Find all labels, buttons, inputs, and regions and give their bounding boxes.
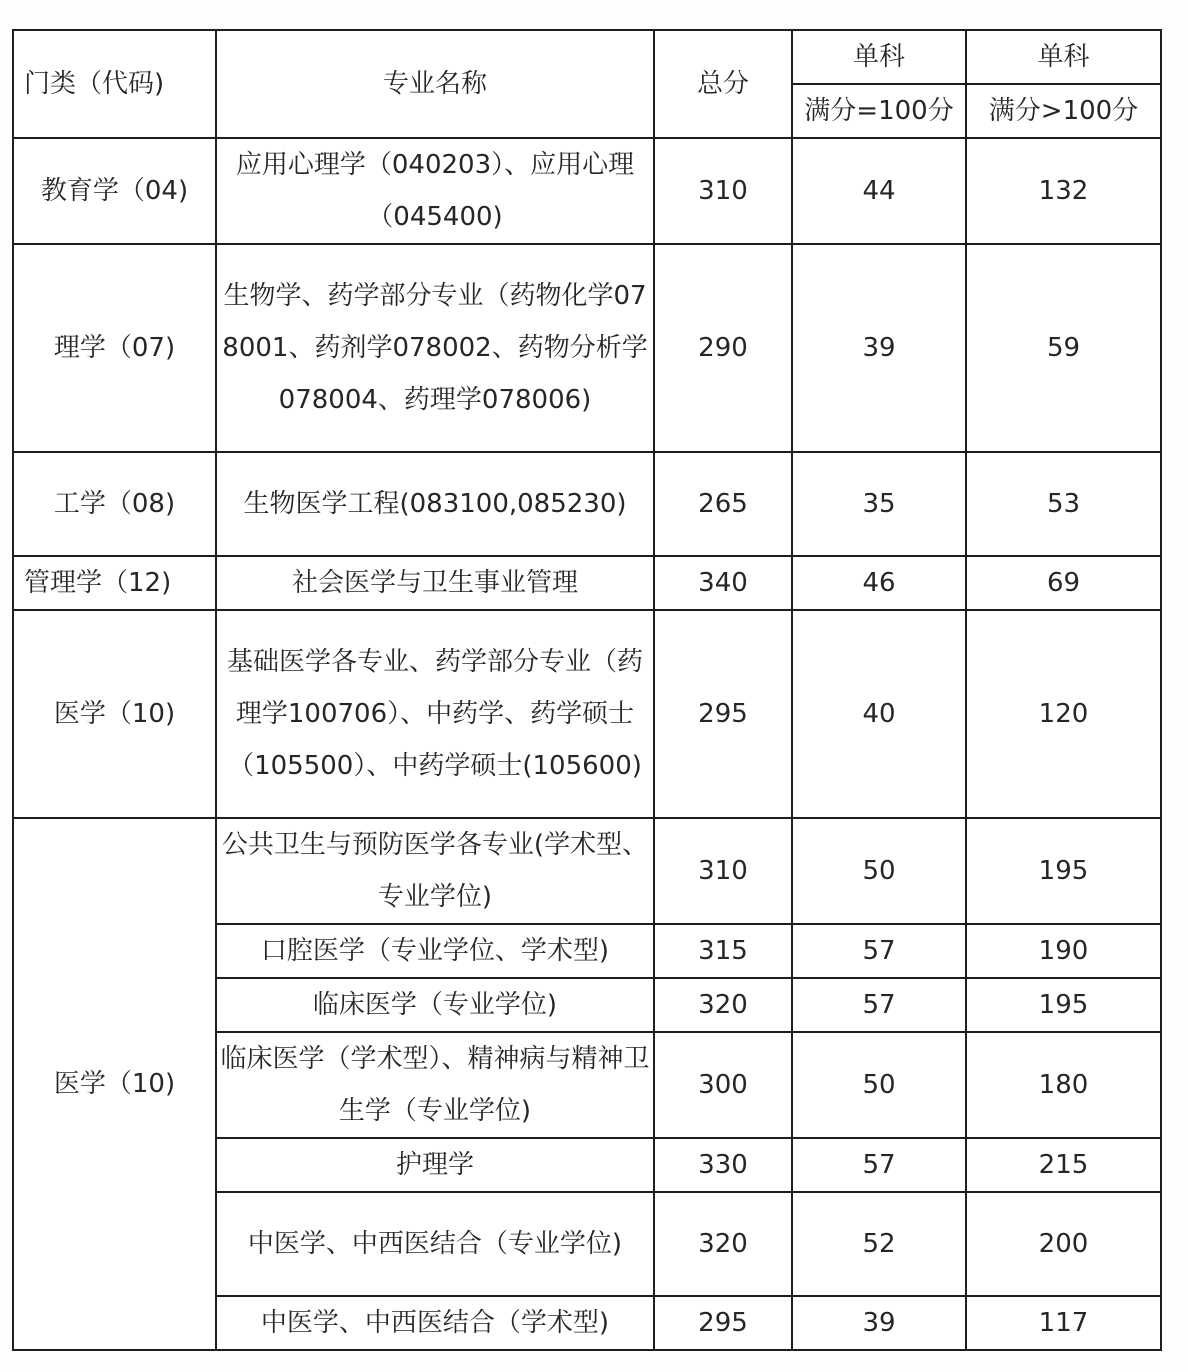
total-cell: 310 [654,138,792,244]
header-single2-top: 单科 [966,30,1161,84]
category-cell: 管理学（12) [13,556,216,610]
single-eq100-cell: 46 [792,556,966,610]
header-single2-bottom: 满分>100分 [966,84,1161,138]
major-cell: 口腔医学（专业学位、学术型) [216,924,654,978]
single-gt100-cell: 53 [966,452,1161,556]
total-cell: 320 [654,1192,792,1296]
single-gt100-cell: 195 [966,978,1161,1032]
single-gt100-cell: 190 [966,924,1161,978]
category-cell: 工学（08) [13,452,216,556]
table-row [13,818,1161,924]
header-single1-bottom: 满分=100分 [792,84,966,138]
single-eq100-cell: 57 [792,1138,966,1192]
single-gt100-cell: 200 [966,1192,1161,1296]
total-cell: 290 [654,244,792,452]
single-eq100-cell: 39 [792,244,966,452]
single-eq100-cell: 57 [792,924,966,978]
single-eq100-cell: 40 [792,610,966,818]
category-cell-medicine-group: 医学（10) [13,818,216,1350]
major-cell: 临床医学（专业学位) [216,978,654,1032]
header-row-1 [13,30,1161,84]
major-cell: 社会医学与卫生事业管理 [216,556,654,610]
table-row [13,138,1161,244]
major-cell: 基础医学各专业、药学部分专业（药理学100706）、中药学、药学硕士（105500）、中药学硕士(105600) [216,610,654,818]
single-eq100-cell: 52 [792,1192,966,1296]
category-cell: 医学（10) [13,610,216,818]
table-row [13,452,1161,556]
major-cell: 生物学、药学部分专业（药物化学078001、药剂学078002、药物分析学078004、药理学078006) [216,244,654,452]
table-row [13,244,1161,452]
single-eq100-cell: 50 [792,818,966,924]
single-gt100-cell: 180 [966,1032,1161,1138]
single-gt100-cell: 120 [966,610,1161,818]
table-row [13,556,1161,610]
total-cell: 310 [654,818,792,924]
single-eq100-cell: 50 [792,1032,966,1138]
total-cell: 295 [654,610,792,818]
total-cell: 300 [654,1032,792,1138]
category-cell: 教育学（04) [13,138,216,244]
major-cell: 中医学、中西医结合（学术型) [216,1296,654,1350]
single-eq100-cell: 35 [792,452,966,556]
single-eq100-cell: 57 [792,978,966,1032]
major-cell: 护理学 [216,1138,654,1192]
single-gt100-cell: 69 [966,556,1161,610]
single-eq100-cell: 44 [792,138,966,244]
single-eq100-cell: 39 [792,1296,966,1350]
header-single1-top: 单科 [792,30,966,84]
single-gt100-cell: 195 [966,818,1161,924]
total-cell: 320 [654,978,792,1032]
total-cell: 330 [654,1138,792,1192]
score-table [12,29,1162,1351]
total-cell: 265 [654,452,792,556]
table-row [13,610,1161,818]
header-category: 门类（代码) [13,30,216,138]
single-gt100-cell: 59 [966,244,1161,452]
header-total: 总分 [654,30,792,138]
category-cell: 理学（07) [13,244,216,452]
single-gt100-cell: 117 [966,1296,1161,1350]
header-major: 专业名称 [216,30,654,138]
total-cell: 295 [654,1296,792,1350]
major-cell: 应用心理学（040203）、应用心理（045400) [216,138,654,244]
major-cell: 中医学、中西医结合（专业学位) [216,1192,654,1296]
single-gt100-cell: 132 [966,138,1161,244]
total-cell: 340 [654,556,792,610]
major-cell: 生物医学工程(083100,085230) [216,452,654,556]
single-gt100-cell: 215 [966,1138,1161,1192]
major-cell: 临床医学（学术型）、精神病与精神卫生学（专业学位) [216,1032,654,1138]
total-cell: 315 [654,924,792,978]
major-cell: 公共卫生与预防医学各专业(学术型、专业学位) [216,818,654,924]
